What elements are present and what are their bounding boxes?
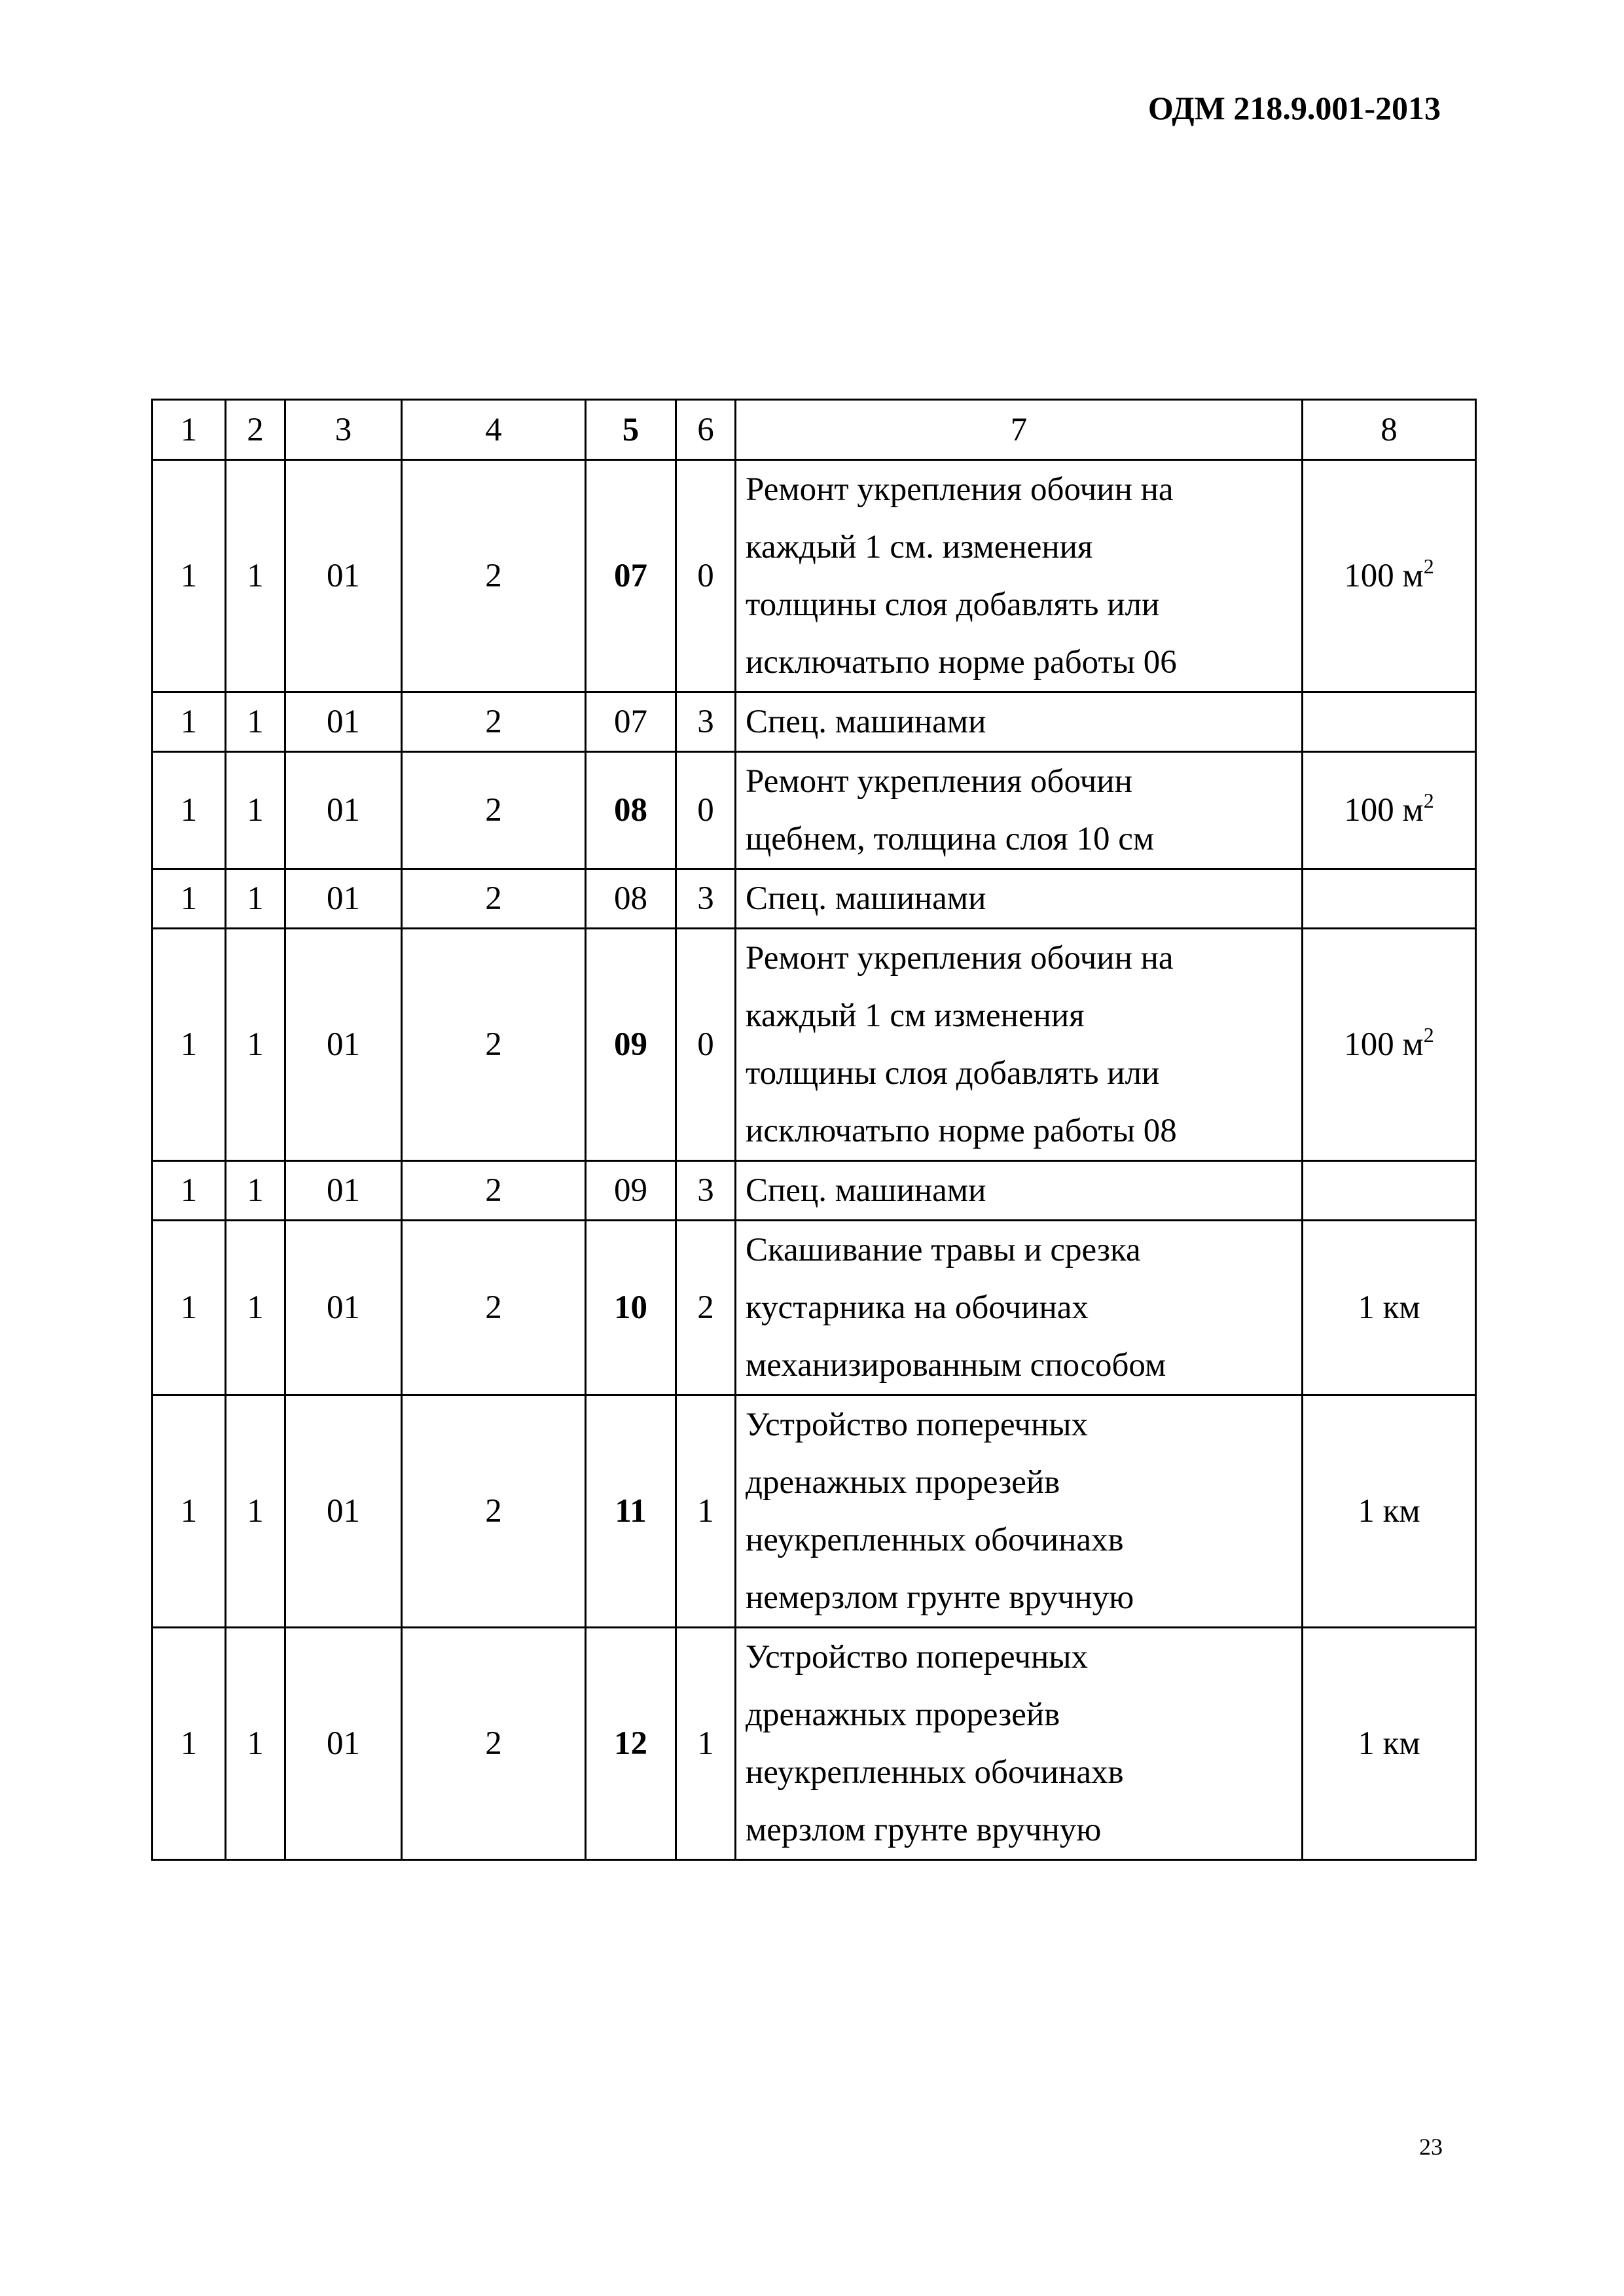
- cell-col-8-unit: [1303, 869, 1476, 929]
- cell-col-3: 01: [285, 1161, 402, 1221]
- cell-col-6: 2: [676, 1221, 736, 1395]
- cell-col-8-unit: [1303, 1221, 1476, 1395]
- cell-col-7-description: [736, 869, 1303, 929]
- cell-col-1: 1: [153, 1161, 226, 1221]
- column-number-6: 6: [676, 400, 736, 460]
- description-line: Устройство поперечных: [746, 1407, 1089, 1443]
- cell-col-6: 3: [676, 869, 736, 929]
- cell-col-7-description: [736, 1221, 1303, 1395]
- cell-col-2: 1: [226, 1161, 285, 1221]
- cell-col-8-unit: [1303, 1395, 1476, 1628]
- unit-exponent: 2: [1423, 789, 1434, 812]
- cell-col-2: 1: [226, 869, 285, 929]
- description-line: неукрепленных обочинахв: [746, 1754, 1124, 1791]
- description-line: исключатьпо норме работы 06: [746, 644, 1177, 681]
- cell-col-4: 2: [402, 869, 586, 929]
- table-body: [153, 400, 1476, 1860]
- description-line: Устройство поперечных: [746, 1639, 1089, 1676]
- cell-col-6: 0: [676, 460, 736, 692]
- cell-col-8-unit: [1303, 460, 1476, 692]
- cell-col-7-description: [736, 1161, 1303, 1221]
- description-line: каждый 1 см. изменения: [746, 529, 1093, 565]
- cell-col-5: 10: [586, 1221, 676, 1395]
- cell-col-4: 2: [402, 752, 586, 869]
- cell-col-3: 01: [285, 1628, 402, 1860]
- cell-col-8-unit: [1303, 692, 1476, 752]
- description-line: Ремонт укрепления обочин: [746, 763, 1132, 800]
- description-line: щебнем, толщина слоя 10 см: [746, 821, 1155, 857]
- cell-col-2: 1: [226, 1221, 285, 1395]
- table-row: [153, 929, 1476, 1161]
- description-line: механизированным способом: [746, 1347, 1166, 1384]
- cell-col-7-description: [736, 752, 1303, 869]
- table-row: [153, 1628, 1476, 1860]
- column-number-7: 7: [736, 400, 1303, 460]
- cell-col-1: 1: [153, 460, 226, 692]
- cell-col-5: 08: [586, 869, 676, 929]
- cell-col-5: 09: [586, 1161, 676, 1221]
- cell-col-7-description: [736, 692, 1303, 752]
- description-line: кустарника на обочинах: [746, 1289, 1089, 1326]
- cell-col-6: 1: [676, 1628, 736, 1860]
- cell-col-8-unit: [1303, 1161, 1476, 1221]
- table-row: [153, 1221, 1476, 1395]
- cell-col-1: 1: [153, 1628, 226, 1860]
- cell-col-4: 2: [402, 460, 586, 692]
- column-number-5: 5: [586, 400, 676, 460]
- table-row: [153, 1161, 1476, 1221]
- description-line: Ремонт укрепления обочин на: [746, 940, 1174, 977]
- unit-exponent: 2: [1423, 1023, 1434, 1047]
- cell-col-1: 1: [153, 869, 226, 929]
- norms-table: [151, 399, 1477, 1861]
- description-line: толщины слоя добавлять или: [746, 1055, 1160, 1092]
- column-number-2: 2: [226, 400, 285, 460]
- unit-text: 1 км: [1358, 1725, 1420, 1762]
- column-number-8: 8: [1303, 400, 1476, 460]
- cell-col-6: 3: [676, 692, 736, 752]
- table-row: [153, 692, 1476, 752]
- table-row: [153, 869, 1476, 929]
- cell-col-5: 08: [586, 752, 676, 869]
- cell-col-6: 1: [676, 1395, 736, 1628]
- cell-col-5: 12: [586, 1628, 676, 1860]
- document-code: ОДМ 218.9.001-2013: [1147, 90, 1441, 126]
- cell-col-4: 2: [402, 1395, 586, 1628]
- cell-col-3: 01: [285, 869, 402, 929]
- cell-col-5: 09: [586, 929, 676, 1161]
- cell-col-1: 1: [153, 1221, 226, 1395]
- cell-col-4: 2: [402, 692, 586, 752]
- cell-col-6: 3: [676, 1161, 736, 1221]
- cell-col-1: 1: [153, 1395, 226, 1628]
- cell-col-1: 1: [153, 692, 226, 752]
- cell-col-3: 01: [285, 692, 402, 752]
- column-number-3: 3: [285, 400, 402, 460]
- cell-col-2: 1: [226, 1395, 285, 1628]
- cell-col-8-unit: [1303, 1628, 1476, 1860]
- cell-col-7-description: [736, 460, 1303, 692]
- cell-col-5: 11: [586, 1395, 676, 1628]
- cell-col-3: 01: [285, 1395, 402, 1628]
- column-number-row: [153, 400, 1476, 460]
- unit-text: 1 км: [1358, 1289, 1420, 1326]
- description-line: мерзлом грунте вручную: [746, 1812, 1102, 1848]
- unit-exponent: 2: [1423, 554, 1434, 578]
- description-line: неукрепленных обочинахв: [746, 1522, 1124, 1558]
- cell-col-3: 01: [285, 1221, 402, 1395]
- description-line: исключатьпо норме работы 08: [746, 1113, 1177, 1149]
- cell-col-6: 0: [676, 929, 736, 1161]
- cell-col-4: 2: [402, 1161, 586, 1221]
- cell-col-3: 01: [285, 460, 402, 692]
- cell-col-2: 1: [226, 752, 285, 869]
- unit-text: 100 м: [1344, 1026, 1424, 1063]
- cell-col-3: 01: [285, 752, 402, 869]
- description-line: немерзлом грунте вручную: [746, 1579, 1134, 1616]
- column-number-1: 1: [153, 400, 226, 460]
- description-line: дренажных прорезейв: [746, 1696, 1060, 1733]
- description-line: Спец. машинами: [746, 880, 986, 917]
- cell-col-3: 01: [285, 929, 402, 1161]
- cell-col-4: 2: [402, 1628, 586, 1860]
- cell-col-5: 07: [586, 692, 676, 752]
- cell-col-5: 07: [586, 460, 676, 692]
- table-row: [153, 752, 1476, 869]
- cell-col-8-unit: [1303, 929, 1476, 1161]
- description-line: каждый 1 см изменения: [746, 997, 1085, 1034]
- cell-col-2: 1: [226, 929, 285, 1161]
- unit-text: 1 км: [1358, 1493, 1420, 1530]
- cell-col-2: 1: [226, 1628, 285, 1860]
- description-line: Ремонт укрепления обочин на: [746, 471, 1174, 508]
- description-line: Скашивание травы и срезка: [746, 1232, 1141, 1268]
- description-line: дренажных прорезейв: [746, 1464, 1060, 1501]
- unit-text: 100 м: [1344, 558, 1424, 594]
- cell-col-7-description: [736, 1628, 1303, 1860]
- cell-col-1: 1: [153, 752, 226, 869]
- unit-text: 100 м: [1344, 792, 1424, 829]
- cell-col-7-description: [736, 1395, 1303, 1628]
- table-row: [153, 1395, 1476, 1628]
- cell-col-4: 2: [402, 929, 586, 1161]
- page-number: 23: [1419, 2134, 1443, 2160]
- description-line: Спец. машинами: [746, 1172, 986, 1209]
- cell-col-2: 1: [226, 692, 285, 752]
- cell-col-2: 1: [226, 460, 285, 692]
- description-line: Спец. машинами: [746, 704, 986, 740]
- cell-col-6: 0: [676, 752, 736, 869]
- table-row: [153, 460, 1476, 692]
- cell-col-7-description: [736, 929, 1303, 1161]
- cell-col-1: 1: [153, 929, 226, 1161]
- cell-col-4: 2: [402, 1221, 586, 1395]
- column-number-4: 4: [402, 400, 586, 460]
- cell-col-8-unit: [1303, 752, 1476, 869]
- description-line: толщины слоя добавлять или: [746, 586, 1160, 623]
